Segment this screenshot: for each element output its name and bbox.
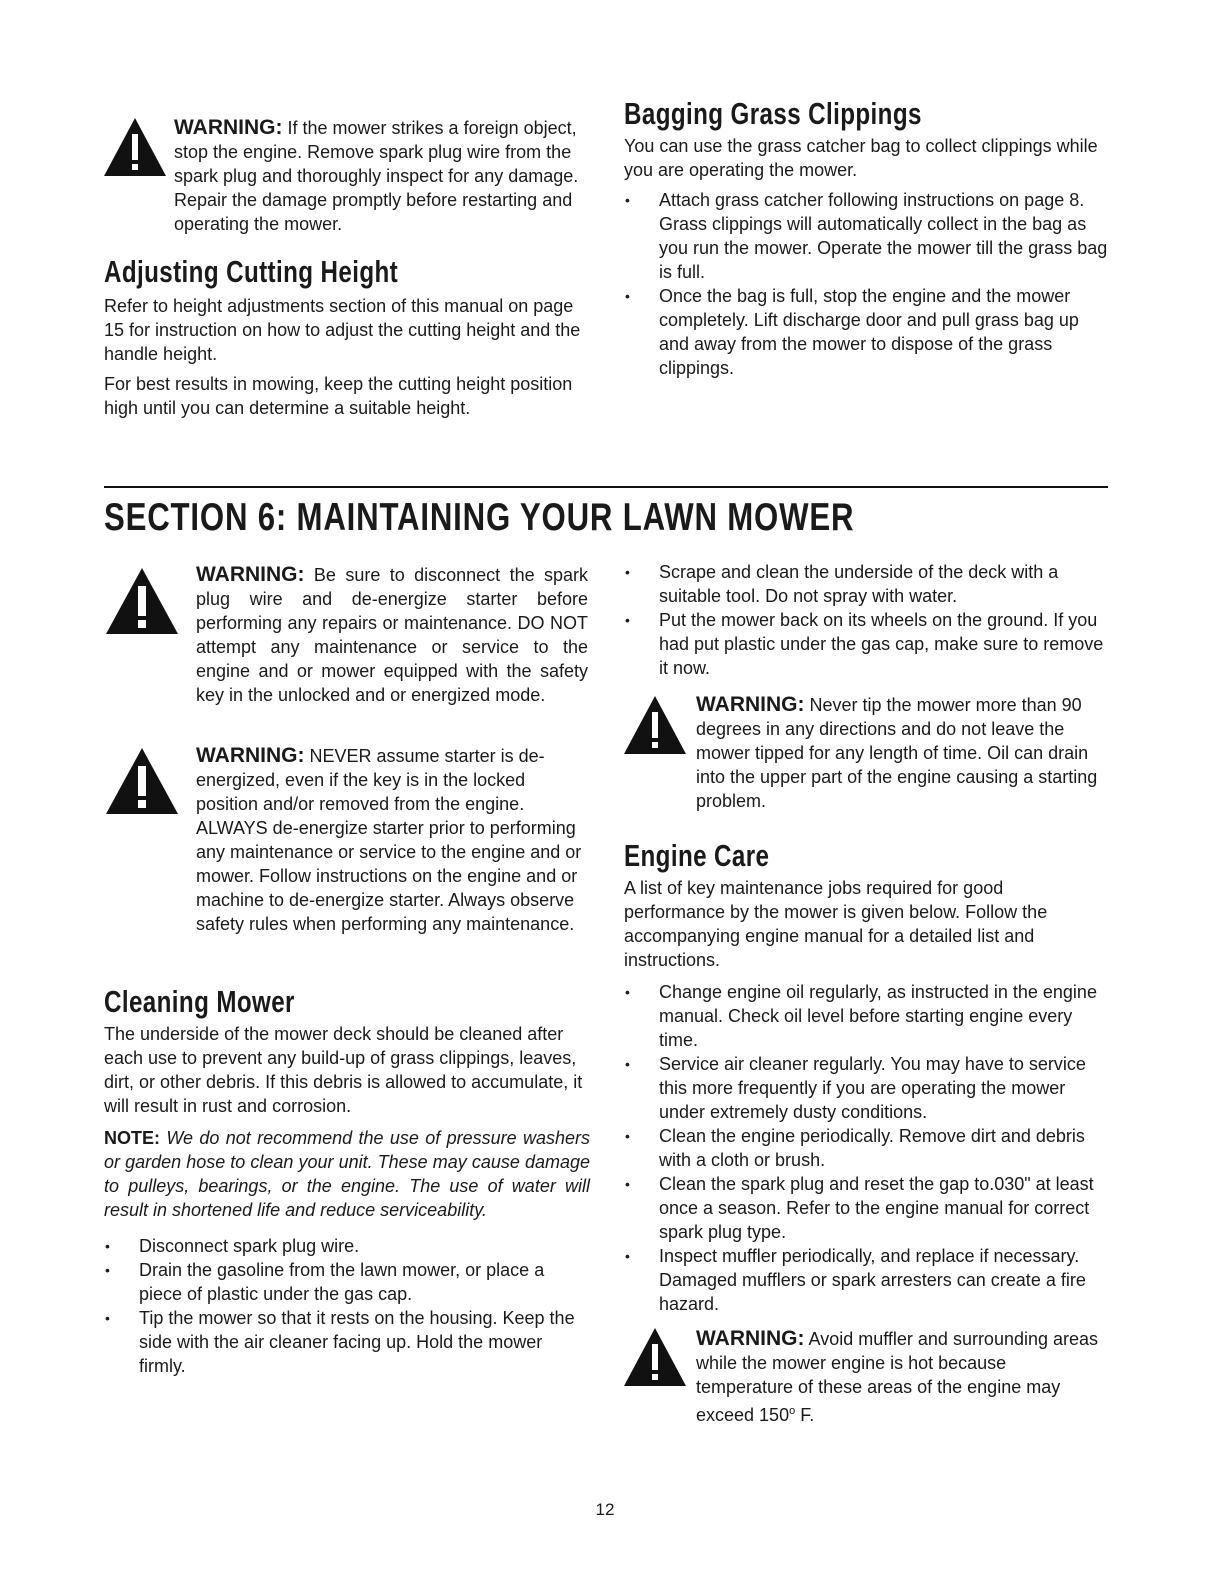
warning-text: NEVER assume starter is de-energized, even if the key is in the locked position and/or removed from the engine. ALWAYS de-energize starter prior to performing any maintenance or service to the engine and or mower. Follow instructions on the engine and or machine to de-energize starter. Always observe safety rules when performing any maintenance. [196,746,582,934]
section-title-text: SECTION 6: MAINTAINING YOUR LAWN MOWER [104,496,855,539]
paragraph: You can use the grass catcher bag to collect clippings while you are operating the mower. [624,136,1098,180]
list-item: • Clean the spark plug and reset the gap to.030" at least once a season. Refer to the engine manual for correct spark plug type. [624,1172,1108,1244]
list-item: • Tip the mower so that it rests on the housing. Keep the side with the air cleaner facing up. Hold the mower firmly. [104,1306,590,1378]
warning-label: WARNING: [196,744,305,767]
list-item: • Once the bag is full, stop the engine and the mower completely. Lift discharge door and pull grass bag up and away from the mower to dispose of the grass clippings. [624,284,1108,380]
top-warning [174,116,594,236]
warning-text: Never tip the mower more than 90 degrees in any directions and do not leave the mower tipped for any length of time. Oil can drain into the upper part of the engine causing a starting problem. [696,695,1098,811]
list-item: • Service air cleaner regularly. You may have to service this more frequently if you are operating the mower under extremely dusty conditions. [624,1052,1108,1124]
warning-block [696,693,1108,813]
list-item: • Disconnect spark plug wire. [104,1234,590,1258]
paragraph: The underside of the mower deck should be cleaned after each use to prevent any build-up of grass clippings, leaves, dirt, or other debris. If this debris is allowed to accumulate, it will result in rust and corrosion. [104,1024,583,1116]
bullet-list [104,1234,590,1378]
warning-label: WARNING: [696,693,805,716]
warning-triangle-icon [622,694,688,756]
warning-triangle-icon [622,1326,688,1388]
adjusting-cutting-height-section [104,254,594,420]
list-item: • Scrape and clean the underside of the deck with a suitable tool. Do not spray with water. [624,560,1108,608]
warning-block [196,744,588,936]
warning-block [196,563,588,707]
paragraph: For best results in mowing, keep the cutting height position high until you can determine a suitable height. [104,374,573,418]
list-item: • Clean the engine periodically. Remove dirt and debris with a cloth or brush. [624,1124,1108,1172]
warning-triangle-icon [102,116,168,178]
list-item: • Drain the gasoline from the lawn mower, or place a piece of plastic under the gas cap. [104,1258,590,1306]
engine-care-section [624,838,1108,1316]
cleaning-mower-section [104,984,590,1378]
list-item: • Put the mower back on its wheels on the ground. If you had put plastic under the gas cap, make sure to remove it now. [624,608,1108,680]
warning-triangle-icon [104,746,180,816]
bagging-grass-clippings-section [624,96,1108,380]
note-paragraph [104,1126,590,1222]
section-heading: Engine Care [624,838,770,873]
warning-text: Be sure to disconnect the spark plug wire and de-energize starter before performing any repairs or maintenance. DO NOT attempt any maintenance or service to the engine and or mower equipped with the safety key in the unlocked and or energized mode. [196,565,588,705]
warning-triangle-icon [104,566,180,636]
warning-text: If the mower strikes a foreign object, stop the engine. Remove spark plug wire from the spark plug and thoroughly inspect for any damage. Repair the damage promptly before restarting and operating the mower. [174,118,579,234]
note-label: NOTE: [104,1128,160,1148]
section-title [104,496,1104,540]
warning-text: Avoid muffler and surrounding areas while the mower engine is hot because temperature of these areas of the engine may exceed 150 [696,1329,1099,1425]
section-heading: Bagging Grass Clippings [624,96,922,131]
degree-mark: o [789,1405,796,1417]
paragraph: Refer to height adjustments section of this manual on page 15 for instruction on how to adjust the cutting height and the handle height. [104,296,581,364]
bullet-list [624,560,1108,680]
section-divider [104,486,1108,488]
warning-block [696,1327,1108,1427]
bullet-list [624,980,1108,1316]
note-text: We do not recommend the use of pressure washers or garden hose to clean your unit. These may cause damage to pulleys, bearings, or the engine. The use of water will result in shortened life and reduce serviceability. [104,1128,590,1220]
warning-label: WARNING: [196,563,305,586]
warning-label: WARNING: [696,1327,805,1350]
warning-text-end: F. [795,1405,815,1425]
section-heading: Adjusting Cutting Height [104,254,399,289]
bullet-list [624,188,1108,380]
deck-cleaning-steps [624,560,1108,680]
section-heading: Cleaning Mower [104,984,295,1019]
paragraph: A list of key maintenance jobs required for good performance by the mower is given below. Follow the accompanying engine manual for a detailed list and instructions. [624,878,1048,970]
list-item: • Inspect muffler periodically, and replace if necessary. Damaged mufflers or spark arresters can create a fire hazard. [624,1244,1108,1316]
list-item: • Change engine oil regularly, as instructed in the engine manual. Check oil level before starting engine every time. [624,980,1108,1052]
warning-label: WARNING: [174,116,283,139]
list-item: • Attach grass catcher following instructions on page 8. Grass clippings will automatically collect in the bag as you run the mower. Operate the mower till the grass bag is full. [624,188,1108,284]
page-number: 12 [595,1500,615,1519]
